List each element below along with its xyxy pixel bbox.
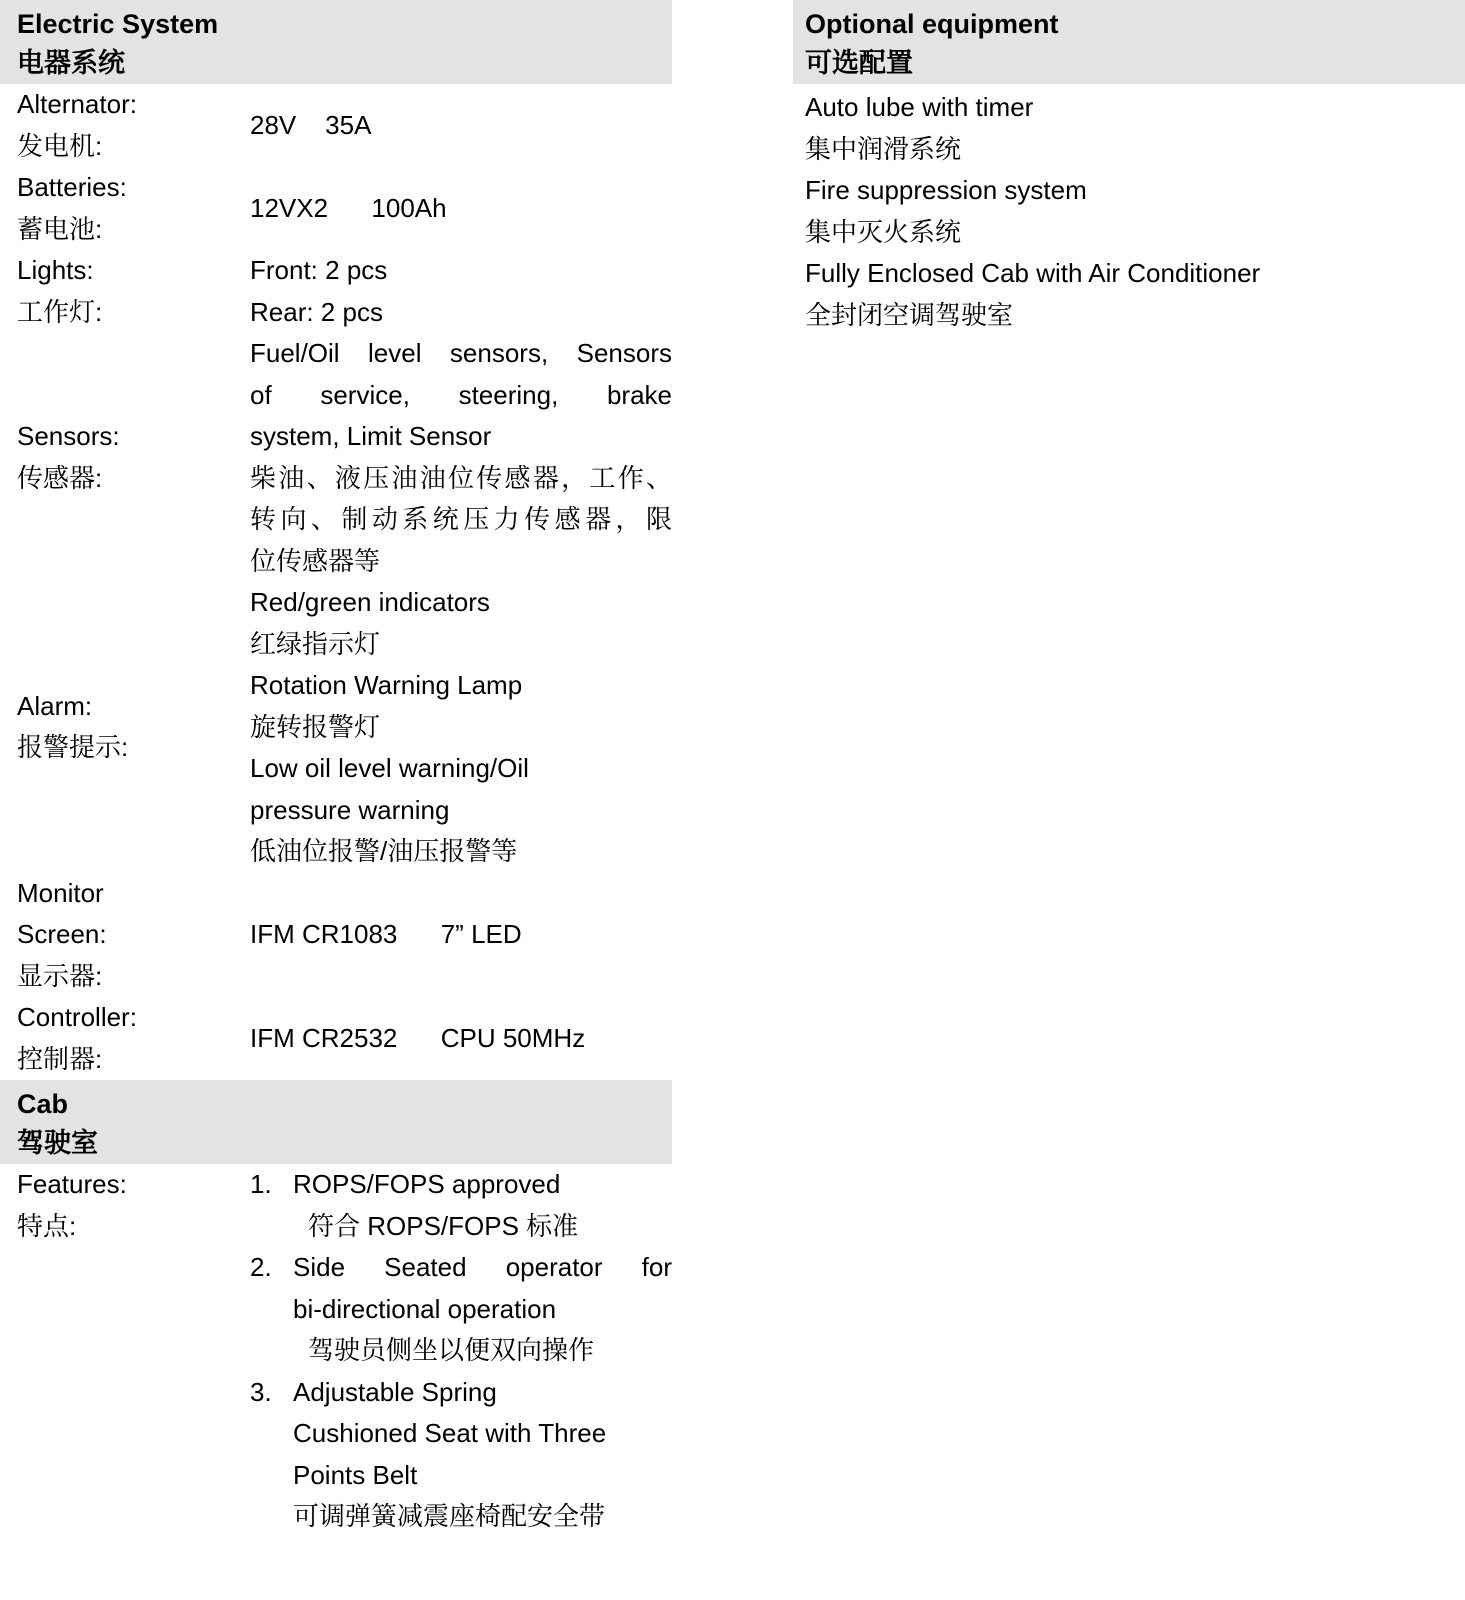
alternator-label (0, 84, 250, 167)
row-controller (0, 997, 672, 1080)
sensors-value-zh-line3: 位传感器等 (250, 545, 381, 576)
electric-system-title-zh: 电器系统 (17, 47, 125, 78)
feature-2-en-line2: bi-directional operation (293, 1293, 557, 1324)
feature-2-number: 2. (250, 1252, 272, 1282)
optional-item-auto-lube-zh: 集中润滑系统 (805, 133, 962, 164)
optional-item-auto-lube-en: Auto lube with timer (805, 92, 1034, 122)
controller-label (0, 997, 250, 1080)
sensors-label-en: Sensors: (17, 421, 120, 451)
row-lights (0, 250, 672, 333)
sensors-value-en-line3: system, Limit Sensor (250, 421, 492, 451)
features-label (0, 1164, 250, 1247)
alternator-label-zh: 发电机: (17, 130, 103, 161)
electric-system-header (0, 0, 672, 84)
row-sensors (0, 333, 672, 582)
feature-2-en-line1: Side Seated operator for (293, 1252, 672, 1282)
optional-item-fire-suppression-en: Fire suppression system (805, 175, 1087, 205)
optional-equipment-list (793, 84, 1465, 336)
row-alarm (0, 582, 672, 873)
alternator-value: 28V 35A (250, 109, 372, 140)
electric-system-column (0, 0, 672, 1538)
row-monitor-screen (0, 873, 672, 998)
monitor-screen-label (0, 873, 250, 998)
batteries-value: 12VX2 100Ah (250, 192, 447, 223)
optional-equipment-column (793, 0, 1465, 336)
batteries-label (0, 167, 250, 250)
feature-1-number: 1. (250, 1169, 272, 1199)
row-alternator (0, 84, 672, 167)
feature-3-zh: 可调弹簧减震座椅配安全带 (293, 1501, 606, 1531)
feature-1-zh: 符合 ROPS/FOPS 标准 (308, 1210, 579, 1241)
sensors-value-en-line2: of service, steering, brake (250, 379, 672, 410)
alarm-label-zh: 报警提示: (17, 732, 129, 763)
alarm-value-indicators-en: Red/green indicators (250, 587, 490, 617)
features-label-zh: 特点: (17, 1210, 77, 1241)
monitor-screen-label-en-line1: Monitor (17, 877, 104, 908)
controller-value: IFM CR2532 CPU 50MHz (250, 1022, 586, 1053)
alarm-label-en: Alarm: (17, 690, 93, 721)
cab-title-zh: 驾驶室 (17, 1127, 98, 1158)
cab-title-en: Cab (17, 1089, 69, 1119)
monitor-screen-label-en-line2: Screen: (17, 919, 107, 949)
controller-label-zh: 控制器: (17, 1043, 103, 1074)
lights-value-front: Front: 2 pcs (250, 255, 388, 285)
lights-label-zh: 工作灯: (17, 296, 103, 327)
feature-3-en-line2: Cushioned Seat with Three (293, 1418, 607, 1448)
feature-1-body (293, 1164, 672, 1247)
lights-value (250, 250, 672, 333)
sensors-label-zh: 传感器: (17, 462, 103, 493)
batteries-label-zh: 蓄电池: (17, 213, 103, 244)
alarm-value-warning-zh: 低油位报警/油压报警等 (250, 836, 518, 866)
feature-3-en-line1: Adjustable Spring (293, 1376, 497, 1407)
feature-item-2 (250, 1247, 672, 1372)
electric-system-title-en: Electric System (17, 9, 219, 39)
alarm-value-warning-en-line2: pressure warning (250, 794, 450, 825)
alarm-value-lamp-en: Rotation Warning Lamp (250, 670, 523, 700)
sensors-value-zh-line1: 柴油、液压油油位传感器，工作、 (250, 462, 672, 493)
optional-equipment-title-en: Optional equipment (805, 9, 1059, 39)
features-label-en: Features: (17, 1169, 127, 1199)
row-batteries (0, 167, 672, 250)
optional-equipment-header (793, 0, 1465, 84)
sensors-value (250, 333, 672, 582)
batteries-label-en: Batteries: (17, 172, 127, 202)
alarm-value (250, 582, 672, 873)
alarm-value-lamp-zh: 旋转报警灯 (250, 711, 381, 742)
features-list (250, 1164, 672, 1538)
controller-label-en: Controller: (17, 1002, 137, 1032)
sensors-value-zh-line2: 转向、制动系统压力传感器，限 (250, 504, 672, 534)
feature-3-number: 3. (250, 1376, 272, 1407)
feature-2-body (293, 1247, 672, 1372)
cab-header (0, 1080, 672, 1164)
sensors-label (0, 416, 250, 499)
monitor-screen-value: IFM CR1083 7” LED (250, 919, 522, 949)
optional-item-fire-suppression-zh: 集中灭火系统 (805, 216, 962, 247)
feature-item-3 (250, 1372, 672, 1538)
monitor-screen-label-zh: 显示器: (17, 960, 103, 991)
row-features (0, 1164, 672, 1538)
optional-equipment-title-zh: 可选配置 (805, 47, 913, 78)
alarm-value-indicators-zh: 红绿指示灯 (250, 628, 381, 659)
sensors-value-en-line1: Fuel/Oil level sensors, Sensors (250, 338, 672, 368)
feature-item-1 (250, 1164, 672, 1247)
lights-label-en: Lights: (17, 255, 94, 285)
lights-value-rear: Rear: 2 pcs (250, 296, 383, 327)
feature-1-en: ROPS/FOPS approved (293, 1169, 561, 1199)
optional-item-enclosed-cab-en: Fully Enclosed Cab with Air Conditioner (805, 258, 1261, 288)
alarm-label (0, 686, 250, 769)
alternator-label-en: Alternator: (17, 89, 137, 119)
optional-item-enclosed-cab-zh: 全封闭空调驾驶室 (805, 299, 1014, 330)
feature-3-en-line3: Points Belt (293, 1459, 418, 1490)
lights-label (0, 250, 250, 333)
feature-2-zh: 驾驶员侧坐以便双向操作 (308, 1335, 595, 1365)
alarm-value-warning-en-line1: Low oil level warning/Oil (250, 753, 529, 783)
feature-3-body (293, 1372, 672, 1538)
